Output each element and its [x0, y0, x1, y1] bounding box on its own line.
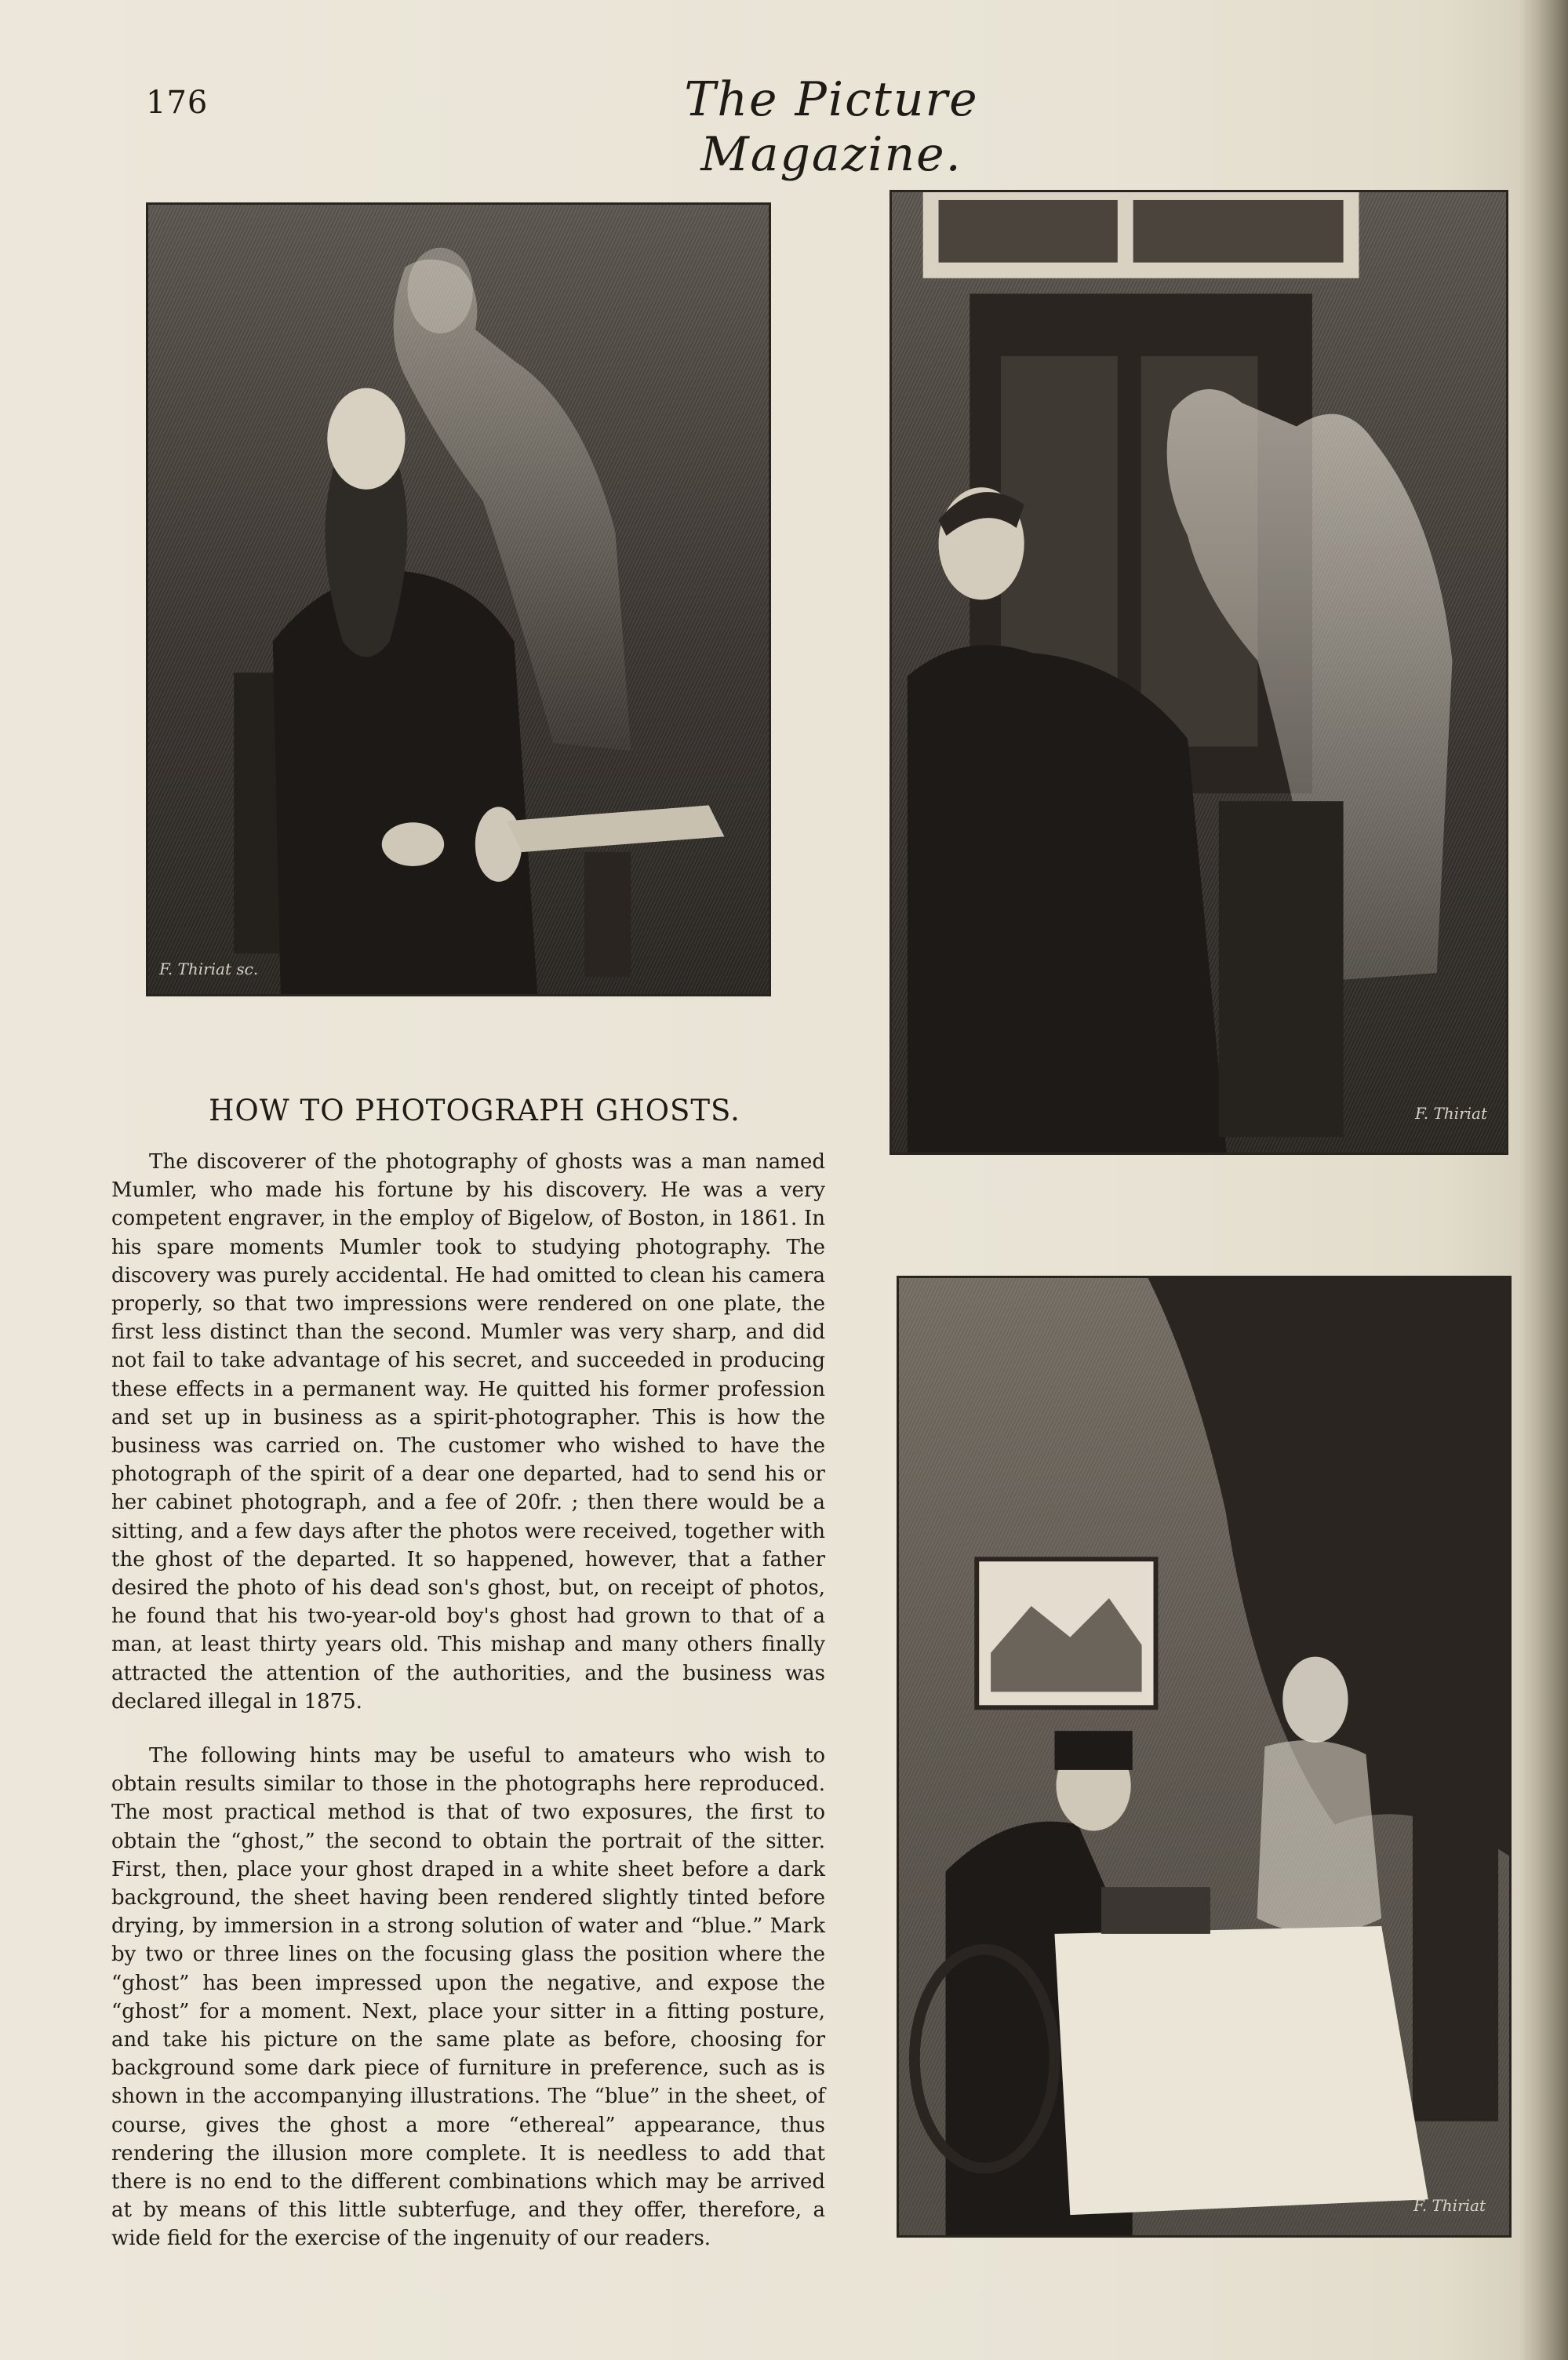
article-paragraph-2: The following hints may be useful to amateurs who wish to obtain results similar to those in the photographs here reproduced. The most practical method is that of two exposures, the first to obtain the “ghost,” the second to obtain the portrait of the sitter. First, then, place your ghost draped in a white sheet before a dark background, the sheet having been rendered slightly tinted before drying, by immersion in a strong solution of water and “blue.” Mark by two or three lines on the focusing glass the position where the “ghost” has been impressed upon the negative, and expose the “ghost” for a moment. Next, place your sitter in a fitting posture, and take his picture on the same plate as before, choosing for background some dark piece of furniture in preference, such as is shown in the accompanying illustrations. The “blue” in the sheet, of course, gives the ghost a more “ethereal” appearance, thus rendering the illusion more complete. It is needless to add that there is no end to the different combinations which may be arrived at by means of this little subterfuge, and they offer, therefore, a wide field for the exercise of the ingenuity of our readers.: [111, 1744, 825, 2251]
illustration-seated-man-with-shrouded-ghost: [890, 190, 1508, 1155]
ghost-head: [407, 248, 472, 333]
illustration-bearded-man-with-ghost: [146, 202, 771, 996]
engraving-scene: [899, 1278, 1509, 2235]
boy-cap: [1054, 1731, 1132, 1770]
side-table-base: [584, 852, 631, 977]
sitter-hand: [382, 822, 444, 866]
sitter-head: [327, 388, 405, 490]
engraver-signature: F. Thiriat: [1414, 1104, 1487, 1123]
sitter-hand-right: [475, 807, 522, 881]
illustration-boy-with-skeleton-ghost: [897, 1276, 1512, 2238]
engraving-scene: [148, 205, 769, 994]
running-head: The Picture Magazine.: [684, 72, 979, 182]
side-table-top: [507, 805, 725, 852]
armchair: [1219, 801, 1344, 1137]
article-headline: HOW TO PHOTOGRAPH GHOSTS.: [209, 1094, 740, 1127]
sitter-coat: [273, 571, 537, 994]
chair: [234, 672, 281, 953]
chessboard: [1101, 1887, 1210, 1934]
book-spine-edge: [1518, 0, 1568, 2360]
article-paragraph-1: The discoverer of the photography of ghosts was a man named Mumler, who made his fortune by his discovery. He was a very competent engraver, in the employ of Bigelow, of Boston, in 1861. In his spare moments Mumler took to studying photography. The discovery was purely accidental. He had omitted to clean his camera properly, so that two impressions were rendered on one plate, the first less distinct than the second. Mumler was very sharp, and did not fail to take advantage of his secret, and succeeded in producing these effects in a permanent way. He quitted his former profession and set up in business as a spirit-photographer. This is how the business was carried on. The customer who wished to have the photograph of the spirit of a dear one departed, had to send his or her cabinet photograph, and a fee of 20fr. ; then there would be a sitting, and a few days after the photos were received, together with the ghost of the departed. It so happened, however, that a father desired the photo of his dead son's ghost, but, on receipt of photos, he found that his two-year-old boy's ghost had grown to that of a man, at least thirty years old. This mishap and many others finally attracted the attention of the authorities, and the business was declared illegal in 1875.: [111, 1150, 825, 1714]
page-number: 176: [146, 85, 209, 121]
tablecloth: [1054, 1926, 1428, 2215]
chair-back: [1413, 1762, 1498, 2121]
skeleton-skull: [1282, 1657, 1348, 1743]
skeleton-ribcage: [1257, 1740, 1381, 1934]
engraver-signature: F. Thiriat: [1413, 2196, 1486, 2215]
engraving-scene: [892, 192, 1506, 1153]
engraver-signature: F. Thiriat sc.: [159, 960, 259, 978]
